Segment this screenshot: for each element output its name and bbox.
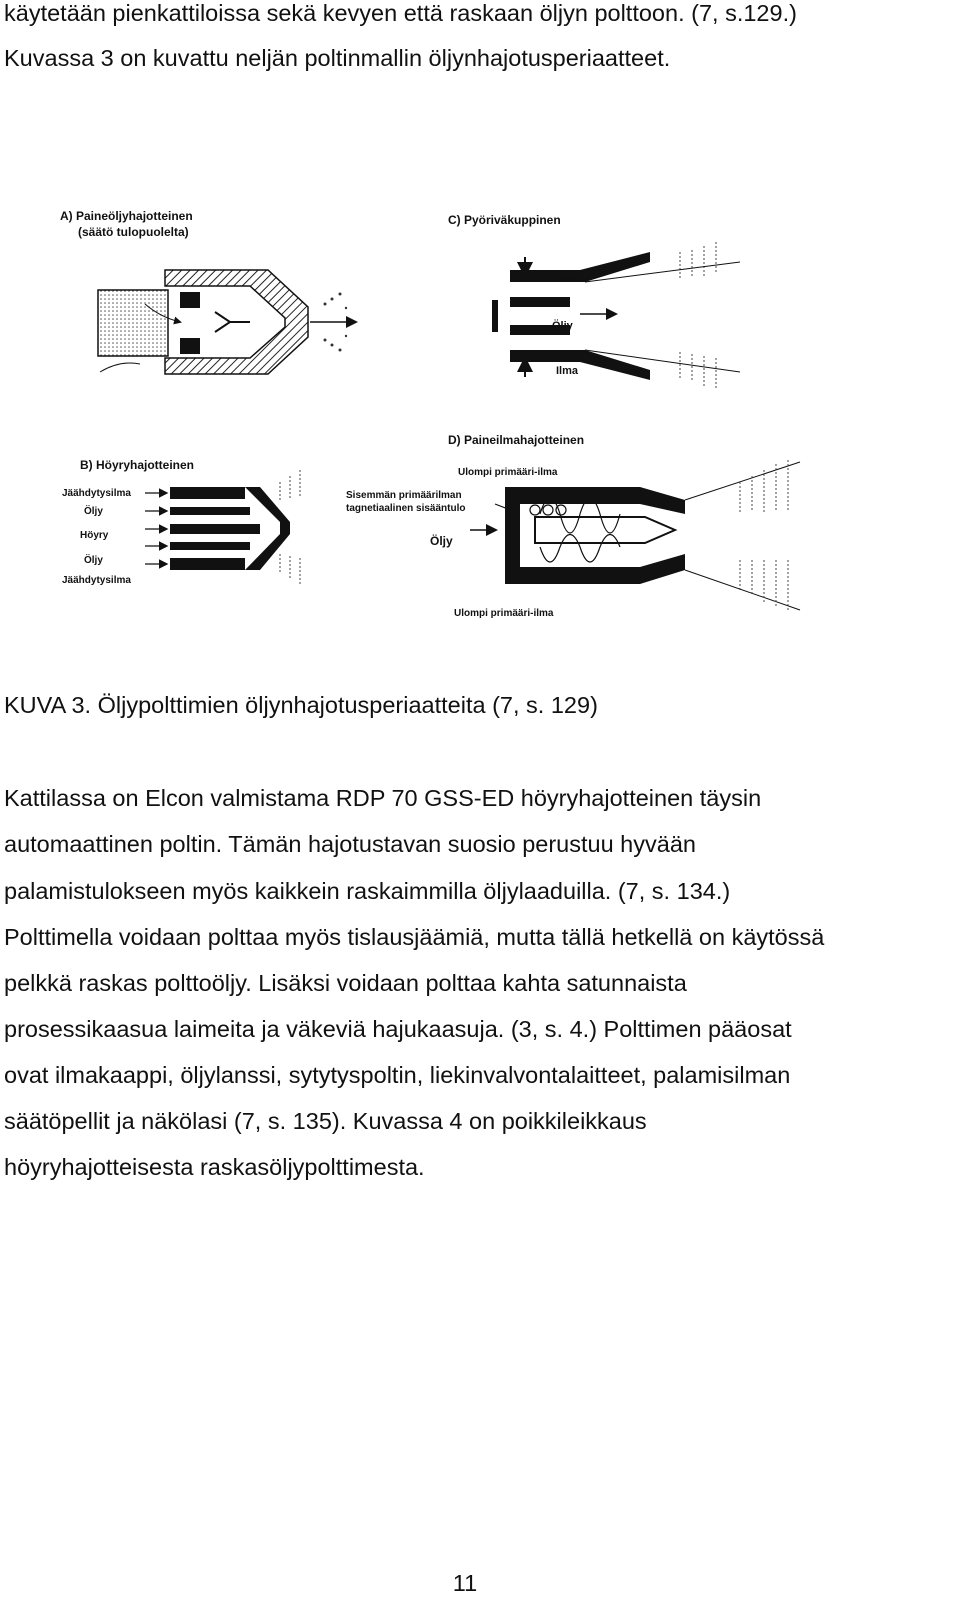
label-d-outer-top: Ulompi primääri-ilma	[458, 467, 558, 478]
label-d-inner-1: Sisemmän primäärilman	[346, 490, 462, 501]
label-b-oljy-1: Öljy	[84, 506, 103, 517]
text-line: ovat ilmakaappi, öljylanssi, sytytyspoltin, liekinvalvontalaitteet, palamisilman	[4, 1062, 791, 1088]
label-d-oljy: Öljy	[430, 534, 453, 548]
text-line: höyryhajotteisesta raskasöljypolttimesta.	[4, 1154, 425, 1180]
burner-diagram-figure	[40, 182, 900, 642]
label-b-hoyry: Höyry	[80, 530, 109, 541]
text-line: Polttimella voidaan polttaa myös tislausjäämiä, mutta tällä hetkellä on käytössä	[4, 924, 825, 950]
text-line: pelkkä raskas polttoöljy. Lisäksi voidaan polttaa kahta satunnaista	[4, 970, 687, 996]
rotary-cup-nozzle	[492, 242, 740, 390]
text-line: Kattilassa on Elcon valmistama RDP 70 GSS-ED höyryhajotteinen täysin	[4, 785, 762, 811]
label-b-jaahdytysilma-2: Jäähdytysilma	[62, 575, 131, 586]
text-line: Kuvassa 3 on kuvattu neljän poltinmallin öljynhajotusperiaatteet.	[4, 45, 671, 71]
label-d-outer-bottom: Ulompi primääri-ilma	[454, 608, 554, 619]
label-d-inner-2: tagnetiaalinen sisääntulo	[346, 503, 466, 514]
air-atomizer-nozzle	[470, 460, 800, 612]
pressure-atomizer-nozzle	[98, 270, 355, 374]
label-a-title: A) Paineöljyhajotteinen	[60, 209, 193, 223]
label-b-oljy-2: Öljy	[84, 555, 103, 566]
steam-inlet-arrows	[145, 493, 166, 564]
text-line: säätöpellit ja näkölasi (7, s. 135). Kuvassa 4 on poikkileikkaus	[4, 1108, 647, 1134]
burner-diagram	[40, 182, 900, 642]
label-c-ilma-bottom: Ilma	[556, 365, 579, 377]
label-c-title: C) Pyöriväkuppinen	[448, 213, 561, 227]
label-c-ilma-top: Ilma	[556, 273, 579, 285]
figure-caption: KUVA 3. Öljypolttimien öljynhajotusperiaatteita (7, s. 129)	[4, 692, 598, 718]
page-number: 11	[452, 1570, 478, 1596]
label-b-jaahdytysilma-1: Jäähdytysilma	[62, 488, 131, 499]
label-d-title: D) Paineilmahajotteinen	[448, 433, 585, 447]
steam-atomizer-nozzle	[170, 470, 300, 586]
label-c-oljy: Öljy	[552, 320, 573, 332]
label-a-subtitle: (säätö tulopuolelta)	[78, 225, 189, 239]
text-line: prosessikaasua laimeita ja väkeviä hajukaasuja. (3, s. 4.) Polttimen pääosat	[4, 1016, 792, 1042]
text-line: palamistulokseen myös kaikkein raskaimmilla öljylaaduilla. (7, s. 134.)	[4, 878, 731, 904]
text-line: käytetään pienkattiloissa sekä kevyen että raskaan öljyn polttoon. (7, s.129.)	[4, 0, 797, 26]
label-b-title: B) Höyryhajotteinen	[80, 458, 195, 472]
text-line: automaattinen poltin. Tämän hajotustavan suosio perustuu hyvään	[4, 831, 696, 857]
